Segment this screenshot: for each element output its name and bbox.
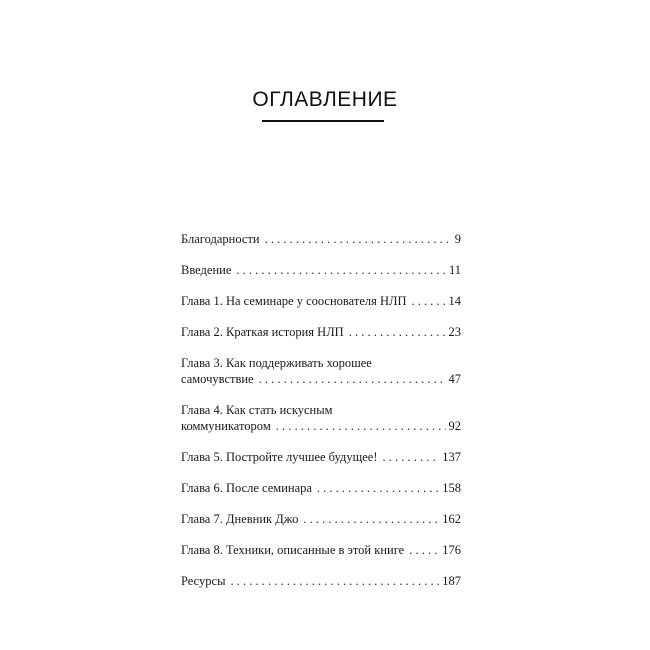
toc-entry-title: Глава 2. Краткая история НЛП [181,325,344,339]
dot-leader [265,231,452,247]
toc-entry-page: 187 [442,574,461,588]
toc-entry-page: 14 [448,294,461,308]
toc-entry-introduction [181,262,461,278]
table-of-contents [181,231,461,604]
toc-entry-page: 176 [442,543,461,557]
toc-entry-chapter-5 [181,449,461,465]
toc-entry-page: 162 [442,512,461,526]
dot-leader [259,371,446,387]
toc-entry-page: 9 [454,232,461,246]
toc-entry-title: Введение [181,263,232,277]
toc-entry-chapter-7 [181,511,461,527]
page-title: ОГЛАВЛЕНИЕ [252,88,398,111]
toc-entry-title: Благодарности [181,232,260,246]
toc-entry-title: Ресурсы [181,574,226,588]
toc-entry-title: Глава 5. Постройте лучшее будущее! [181,450,378,464]
toc-entry-title-line: Глава 3. Как поддерживать хорошее [181,356,372,370]
toc-entry-title: Глава 8. Техники, описанные в этой книге [181,543,405,557]
dot-leader [349,324,446,340]
toc-entry-title-line: Глава 4. Как стать искусным [181,403,333,417]
toc-entry-title: самочувствие [181,372,254,386]
toc-entry-title: Глава 7. Дневник Джо [181,512,299,526]
dot-leader [409,542,439,558]
toc-entry-page: 47 [448,372,461,386]
toc-entry-chapter-6 [181,480,461,496]
dot-leader [317,480,439,496]
toc-entry-title: Глава 1. На семинаре у сооснователя НЛП [181,294,407,308]
dot-leader [412,293,446,309]
toc-entry-chapter-4 [181,402,461,434]
toc-entry-resources [181,573,461,589]
toc-entry-page: 158 [442,481,461,495]
dot-leader [230,573,439,589]
dot-leader [303,511,439,527]
dot-leader [276,418,446,434]
toc-entry-page: 23 [448,325,461,339]
dot-leader [236,262,446,278]
title-underline [262,120,384,122]
toc-entry-title: коммуникатором [181,419,271,433]
toc-entry-page: 137 [442,450,461,464]
toc-entry-chapter-1 [181,293,461,309]
toc-entry-page: 92 [448,419,461,433]
toc-entry-chapter-2 [181,324,461,340]
toc-entry-chapter-3 [181,355,461,387]
dot-leader [383,449,440,465]
toc-entry-acknowledgements [181,231,461,247]
toc-entry-page: 11 [448,263,461,277]
toc-entry-title: Глава 6. После семинара [181,481,312,495]
toc-entry-chapter-8 [181,542,461,558]
